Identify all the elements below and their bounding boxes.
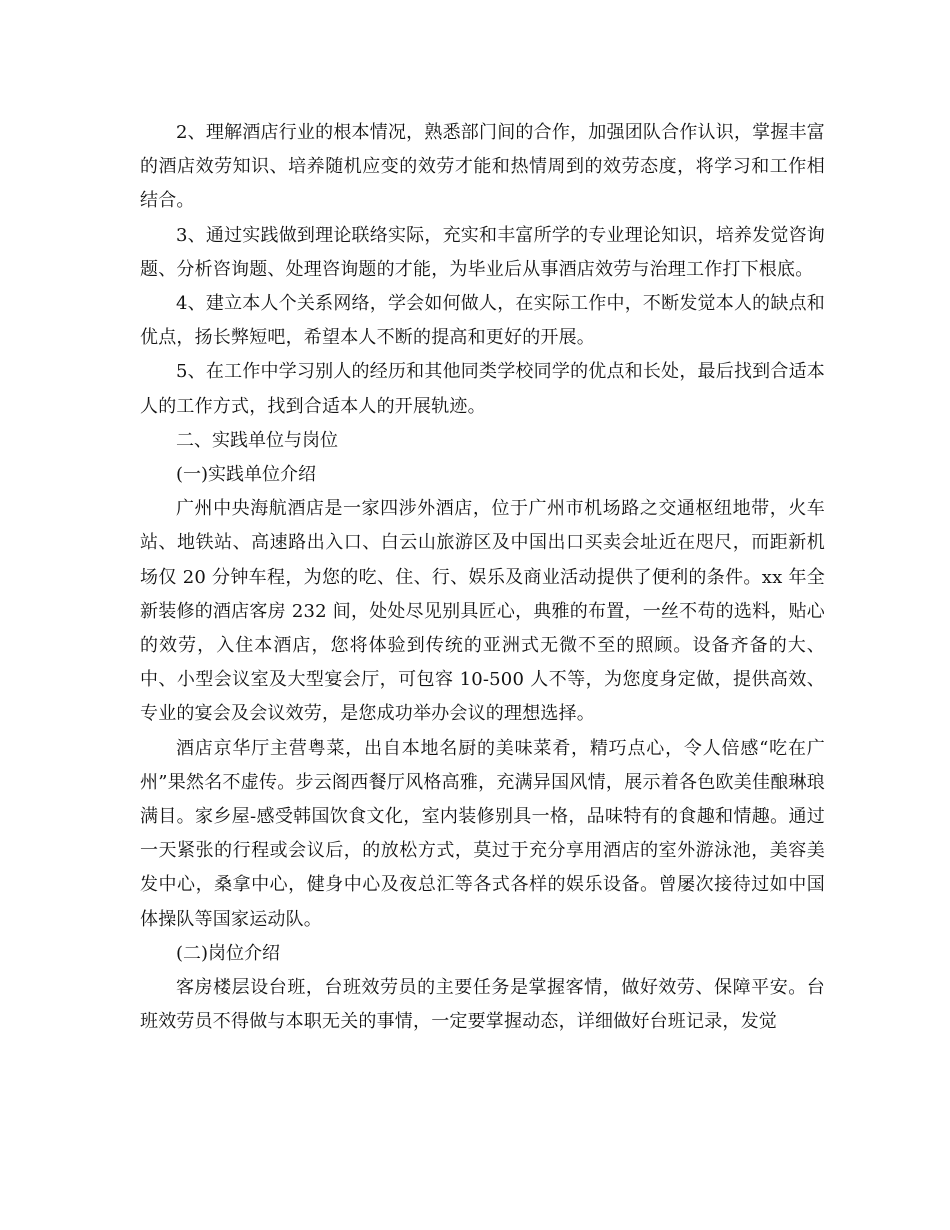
post-paragraph: 客房楼层设台班，台班效劳员的主要任务是掌握客情，做好效劳、保障平安。台班效劳员不得做与本职无关的事情，一定要掌握动态，详细做好台班记录，发觉 [140, 977, 825, 1033]
objective-paragraph-2: 2、理解酒店行业的根本情况，熟悉部门间的合作，加强团队合作认识，掌握丰富的酒店效劳知识、培养随机应变的效劳才能和热情周到的效劳态度，将学习和工作相结合。 [140, 122, 825, 212]
unit-paragraph-2: 酒店京华厅主营粤菜，出自本地名厨的美味菜肴，精巧点心，令人倍感“吃在广州”果然名不虚传。步云阁西餐厅风格高雅，充满异国风情，展示着各色欧美佳酿琳琅满目。家乡屋-感受韩国饮食文化，室内装修别具一格，品味特有的食趣和情趣。通过一天紧张的行程或会议后，的放松方式，莫过于充分享用酒店的室外游泳池，美容美发中心，桑拿中心，健身中心及夜总汇等各式各样的娱乐设备。曾屡次接待过如中国体操队等国家运动队。 [140, 737, 825, 930]
objective-paragraph-3: 3、通过实践做到理论联络实际，充实和丰富所学的专业理论知识，培养发觉咨询题、分析咨询题、处理咨询题的才能，为毕业后从事酒店效劳与治理工作打下根底。 [140, 224, 825, 280]
sub-heading-unit: (一)实践单位介绍 [176, 464, 317, 486]
document-page [140, 116, 825, 1039]
section-heading: 二、实践单位与岗位 [176, 429, 338, 451]
unit-paragraph-1: 广州中央海航酒店是一家四涉外酒店，位于广州市机场路之交通枢纽地带，火车站、地铁站、高速路出入口、白云山旅游区及中国出口买卖会址近在咫尺，而距新机场仅 20 分钟车程，为您的吃、住、行、娱乐及商业活动提供了便利的条件。xx 年全新装修的酒店客房 232 间，处处尽见别具匠心，典雅的布置，一丝不苟的选料，贴心的效劳，入住本酒店，您将体验到传统的亚洲式无微不至的照顾。设备齐备的大、中、小型会议室及大型宴会厅，可包容 10-500 人不等，为您度身定做，提供高效、专业的宴会及会议效劳，是您成功举办会议的理想选择。 [140, 498, 825, 725]
objective-paragraph-4: 4、建立本人个关系网络，学会如何做人，在实际工作中，不断发觉本人的缺点和优点，扬长弊短吧，希望本人不断的提高和更好的开展。 [140, 293, 825, 349]
objective-paragraph-5: 5、在工作中学习别人的经历和其他同类学校同学的优点和长处，最后找到合适本人的工作方式，找到合适本人的开展轨迹。 [140, 361, 825, 417]
sub-heading-post: (二)岗位介绍 [176, 942, 281, 964]
